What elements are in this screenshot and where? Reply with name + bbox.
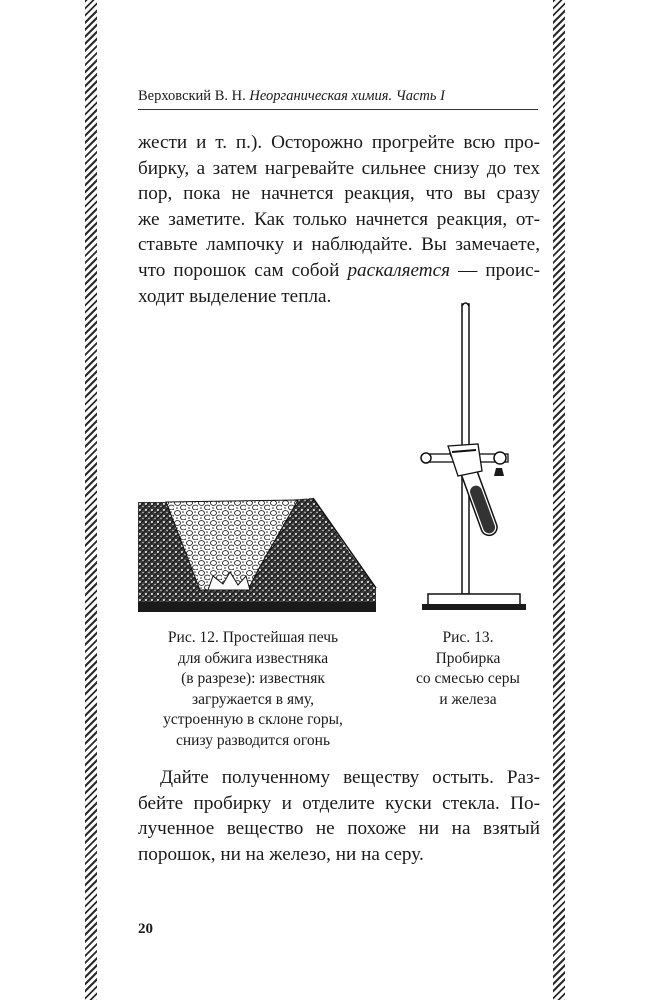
text-line: пор, пока не начнется реакция, что вы сразу	[138, 183, 540, 205]
header-title: Неорганическая химия. Часть I	[249, 88, 445, 104]
running-header	[138, 88, 538, 110]
figure-13-caption	[398, 628, 538, 710]
text-line: лученное вещество не похоже ни на взятый	[138, 818, 540, 840]
caption-line: загружается в яму,	[192, 690, 314, 708]
emphasized-word: раскаляется	[347, 259, 451, 281]
text-line: жести и т. п.). Осторожно прогрейте всю про-	[138, 132, 540, 153]
page-number: 20	[138, 921, 153, 937]
caption-line: для обжига известняка	[177, 649, 329, 667]
paragraph-1	[138, 130, 540, 309]
figure-12-caption	[118, 628, 388, 752]
caption-line: устроенную в склоне горы,	[163, 711, 343, 729]
left-decorative-border	[85, 0, 97, 1000]
caption-line: Рис. 13.	[442, 629, 494, 646]
header-author: Верховский В. Н.	[138, 88, 246, 104]
caption-line: (в разрезе): известняк	[181, 670, 325, 688]
text-segment: — проис-	[458, 259, 541, 281]
caption-line: снизу разводится огонь	[175, 731, 331, 749]
text-line-emphasis	[138, 258, 540, 284]
caption-line: Пробирка	[435, 649, 501, 667]
text-line: же заметите. Как только начнется реакция, от-	[138, 208, 540, 230]
text-line: ставьте лампочку и наблюдайте. Вы замечаете,	[138, 234, 540, 256]
text-line: порошок, ни на железо, ни на серу.	[138, 843, 424, 865]
text-line: бирку, а затем нагревайте сильнее снизу до тех	[138, 157, 540, 179]
paragraph-2	[138, 765, 540, 867]
test-tube-stand-illustration	[418, 296, 530, 616]
text-line: Дайте полученному веществу остыть. Раз-	[160, 767, 540, 788]
caption-line: Рис. 12. Простейшая печь	[167, 629, 339, 646]
right-decorative-border	[553, 0, 565, 1000]
caption-line: и железа	[439, 690, 497, 708]
kiln-illustration	[138, 490, 378, 615]
caption-line: со смесью серы	[416, 670, 520, 688]
text-segment: что порошок сам собой	[138, 259, 340, 281]
text-line: ходит выделение тепла.	[138, 285, 332, 307]
text-line: бейте пробирку и отделите куски стекла. По-	[138, 792, 540, 814]
